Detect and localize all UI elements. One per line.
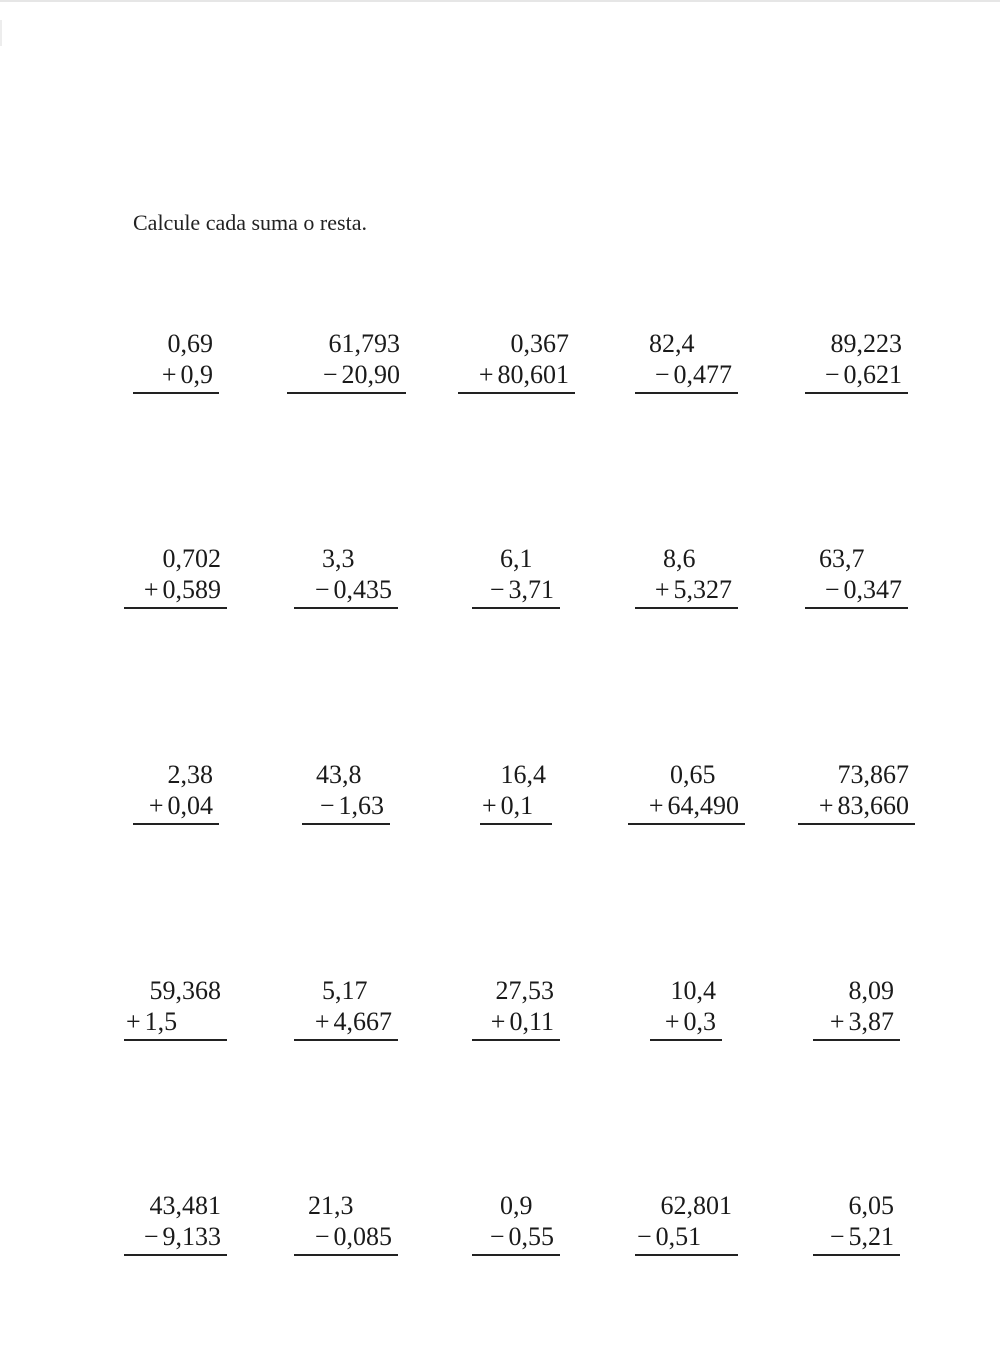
bottom-operand [635,359,738,394]
bottom-operand [813,1221,900,1256]
bottom-number: 20,90 [341,360,400,389]
operator-sign: − [319,791,335,820]
top-number: 8,6 [663,544,696,573]
bottom-operand [287,359,406,394]
top-number: 6,1 [500,544,533,573]
top-number: 8,09 [848,976,894,1005]
problem-1-1 [133,328,219,394]
operator-sign: − [143,1222,159,1251]
bottom-number: 0,1 [500,791,534,820]
problem-1-4 [635,328,738,394]
top-number: 16,4 [500,760,546,789]
operator-sign: + [143,575,159,604]
top-number: 63,7 [819,544,865,573]
bottom-number: 0,347 [843,575,902,604]
problem-3-5 [798,759,915,825]
bottom-operand [798,790,915,825]
operator-sign: − [824,360,840,389]
bottom-operand [294,1006,398,1041]
top-number: 59,368 [149,976,221,1005]
top-number: 43,481 [149,1191,221,1220]
bottom-operand [650,1006,722,1041]
problem-2-3 [472,543,560,609]
operator-sign: + [818,791,834,820]
bottom-number: 0,085 [333,1222,392,1251]
top-number: 0,367 [510,329,569,358]
bottom-operand [124,1221,227,1256]
problem-3-3 [480,759,552,825]
operator-sign: − [489,575,505,604]
bottom-number: 0,55 [508,1222,554,1251]
problem-5-3 [472,1190,560,1256]
problem-4-4 [650,975,722,1041]
operator-sign: + [478,360,494,389]
operator-sign: − [824,575,840,604]
bottom-number: 0,9 [180,360,213,389]
top-number: 82,4 [649,329,695,358]
problem-4-5 [813,975,900,1041]
bottom-number: 0,04 [167,791,213,820]
bottom-operand [124,574,227,609]
top-number: 62,801 [660,1191,732,1220]
bottom-number: 1,63 [338,791,384,820]
bottom-number: 4,667 [333,1007,392,1036]
problem-3-2 [302,759,390,825]
top-number: 6,05 [848,1191,894,1220]
page-edge-mark [0,20,2,46]
bottom-number: 0,435 [333,575,392,604]
bottom-operand [472,1221,560,1256]
bottom-number: 0,11 [509,1007,554,1036]
top-number: 89,223 [830,329,902,358]
bottom-operand [472,1006,560,1041]
problem-1-2 [287,328,406,394]
operator-sign: + [314,1007,330,1036]
top-number: 21,3 [308,1191,354,1220]
operator-sign: − [637,1222,652,1251]
page-top-border [0,0,1000,2]
problem-4-1 [124,975,227,1041]
top-number: 0,702 [162,544,221,573]
bottom-operand [294,1221,398,1256]
bottom-number: 9,133 [162,1222,221,1251]
top-number: 5,17 [322,976,368,1005]
problem-2-4 [635,543,738,609]
operator-sign: + [161,360,177,389]
operator-sign: + [664,1007,680,1036]
bottom-operand [472,574,560,609]
problem-2-2 [294,543,398,609]
top-number: 61,793 [328,329,400,358]
bottom-operand [124,1006,227,1041]
problem-1-5 [805,328,908,394]
top-number: 0,9 [500,1191,533,1220]
bottom-number: 3,71 [508,575,554,604]
problem-2-1 [124,543,227,609]
bottom-operand [813,1006,900,1041]
bottom-operand [133,790,219,825]
bottom-operand [635,1221,738,1256]
bottom-operand [635,574,738,609]
bottom-operand [628,790,745,825]
problem-5-5 [813,1190,900,1256]
bottom-number: 0,51 [655,1222,702,1251]
operator-sign: − [322,360,338,389]
top-number: 2,38 [167,760,213,789]
operator-sign: + [654,575,670,604]
top-number: 43,8 [316,760,362,789]
bottom-number: 64,490 [667,791,739,820]
bottom-operand [294,574,398,609]
problem-2-5 [805,543,908,609]
problem-5-1 [124,1190,227,1256]
top-number: 10,4 [670,976,716,1005]
bottom-number: 0,3 [683,1007,716,1036]
bottom-number: 0,621 [843,360,902,389]
operator-sign: − [654,360,670,389]
problem-4-3 [472,975,560,1041]
operator-sign: + [829,1007,845,1036]
bottom-number: 5,327 [673,575,732,604]
bottom-number: 0,589 [162,575,221,604]
bottom-operand [480,790,552,825]
bottom-number: 83,660 [837,791,909,820]
top-number: 3,3 [322,544,355,573]
operator-sign: + [126,1007,141,1036]
top-number: 27,53 [495,976,554,1005]
problem-3-4 [628,759,745,825]
bottom-number: 5,21 [848,1222,894,1251]
top-number: 0,69 [167,329,213,358]
bottom-operand [805,359,908,394]
bottom-operand [302,790,390,825]
problem-5-4 [635,1190,738,1256]
bottom-number: 1,5 [144,1007,178,1036]
bottom-operand [805,574,908,609]
operator-sign: − [314,1222,330,1251]
top-number: 73,867 [837,760,909,789]
problem-5-2 [294,1190,398,1256]
operator-sign: + [490,1007,506,1036]
operator-sign: + [148,791,164,820]
operator-sign: − [314,575,330,604]
operator-sign: − [489,1222,505,1251]
bottom-operand [458,359,575,394]
bottom-number: 80,601 [497,360,569,389]
problem-4-2 [294,975,398,1041]
operator-sign: + [482,791,497,820]
problem-1-3 [458,328,575,394]
operator-sign: + [648,791,664,820]
problem-3-1 [133,759,219,825]
bottom-number: 0,477 [673,360,732,389]
bottom-number: 3,87 [848,1007,894,1036]
top-number: 0,65 [670,760,716,789]
bottom-operand [133,359,219,394]
operator-sign: − [829,1222,845,1251]
instruction-text: Calcule cada suma o resta. [133,210,367,235]
